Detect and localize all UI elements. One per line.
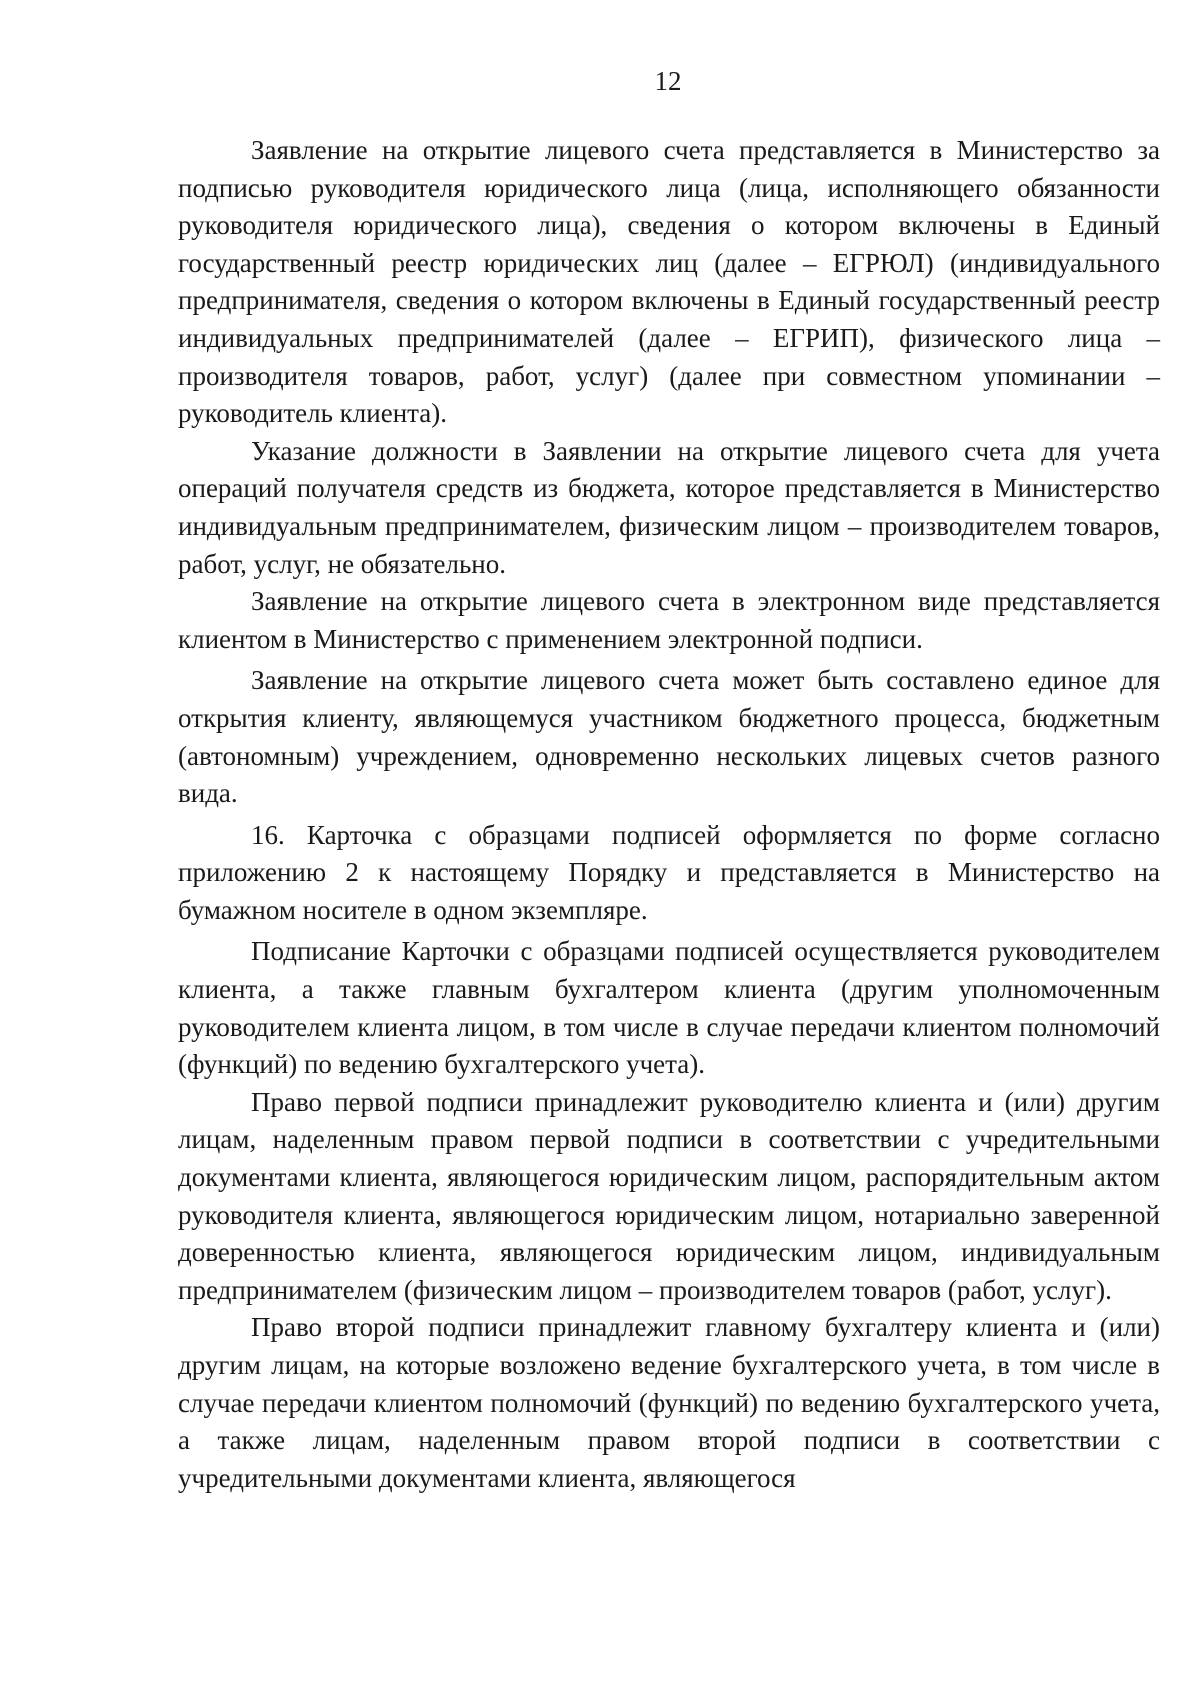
paragraph-second-signature-right: Право второй подписи принадлежит главному бухгалтеру клиента и (или) другим лицам, на которые возложено ведение бухгалтерского учета, в том числе в случае передачи клиентом полномочий (функций) по ведению бухгалтерского учета, а также лицам, наделенным правом второй подписи в соответствии с учредительными документами клиента, являющегося (178, 1312, 1160, 1493)
paragraph-single-application: Заявление на открытие лицевого счета может быть составлено единое для открытия клиенту, являющемуся участником бюджетного процесса, бюджетным (автономным) учреждением, одновременно нескольких лицевых счетов разного вида. (178, 665, 1160, 809)
paragraph-application-signature: Заявление на открытие лицевого счета представляется в Министерство за подписью руководителя юридического лица (лица, исполняющего обязанности руководителя юридического лица), сведения о котором включены в Единый государственный реестр юридических лиц (далее – ЕГРЮЛ) (индивидуального предпринимателя, сведения о котором включены в Единый государственный реестр индивидуальных предпринимателей (далее – ЕГРИП), физического лица – производителя товаров, работ, услуг) (далее при совместном упоминании – руководитель клиента). (178, 135, 1160, 429)
paragraph-16-signature-card: 16. Карточка с образцами подписей оформляется по форме согласно приложению 2 к настоящему Порядку и представляется в Министерство на бумажном носителе в одном экземпляре. (178, 819, 1160, 925)
paragraph-first-signature-right: Право первой подписи принадлежит руководителю клиента и (или) другим лицам, наделенным правом первой подписи в соответствии с учредительными документами клиента, являющегося юридическим лицом, распорядительным актом руководителя клиента, являющегося юридическим лицом, нотариально заверенной доверенностью клиента, являющегося юридическим лицом, индивидуальным предпринимателем (физическим лицом – производителем товаров (работ, услуг). (178, 1086, 1160, 1305)
paragraph-card-signing: Подписание Карточки с образцами подписей осуществляется руководителем клиента, а также главным бухгалтером клиента (другим уполномоченным руководителем клиента лицом, в том числе в случае передачи клиентом полномочий (функций) по ведению бухгалтерского учета). (178, 936, 1160, 1080)
paragraph-position-indication: Указание должности в Заявлении на открытие лицевого счета для учета операций получателя средств из бюджета, которое представляется в Министерство индивидуальным предпринимателем, физическим лицом – производителем товаров, работ, услуг, не обязательно. (178, 435, 1160, 579)
paragraph-electronic-application: Заявление на открытие лицевого счета в электронном виде представляется клиентом в Министерство с применением электронной подписи. (178, 586, 1160, 654)
page-number: 12 (654, 66, 682, 96)
document-body (178, 132, 1160, 1497)
